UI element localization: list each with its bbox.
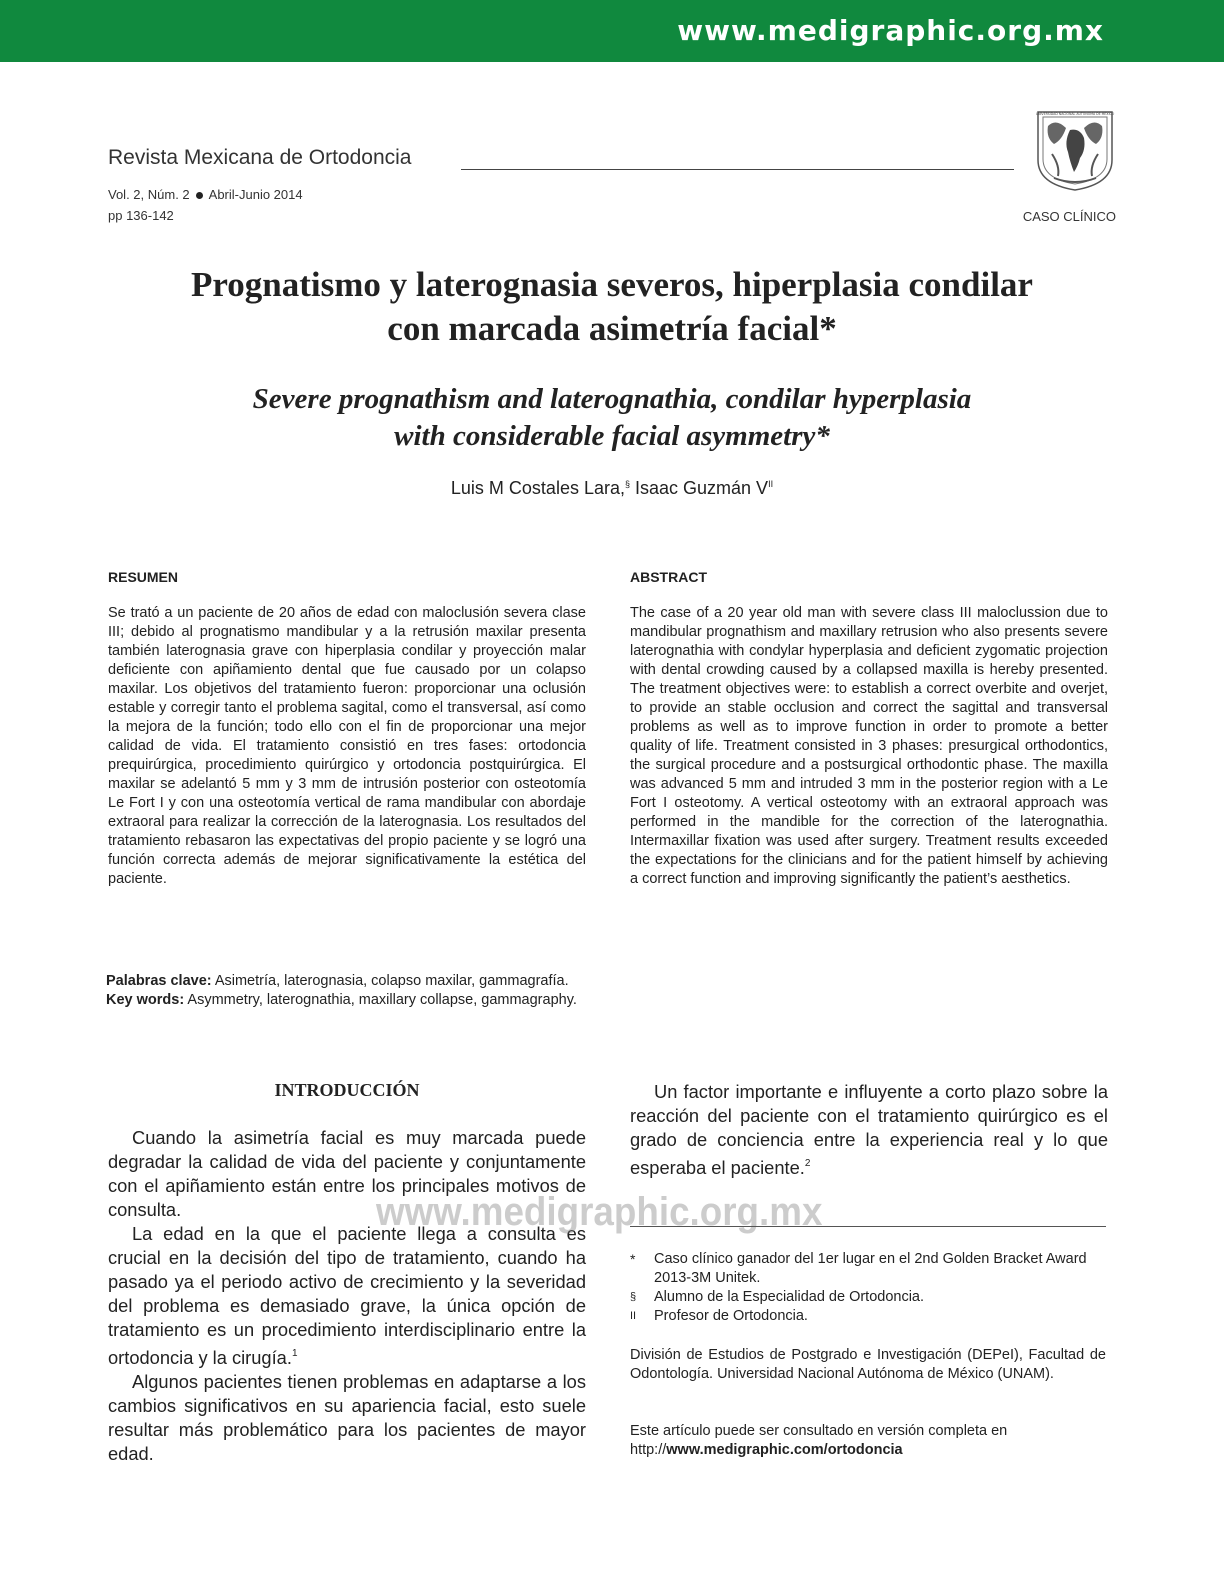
footnote-mark: § [630,1291,637,1303]
footnote-item [630,1288,1106,1307]
volume-info [108,187,303,202]
intro-paragraph-2 [108,1222,586,1370]
footnote-mark: II [630,1310,637,1322]
author-list [112,478,1112,499]
footnotes [630,1250,1106,1326]
crest-lettering: UNIVERSIDAD NACIONAL AUTÓNOMA DE MÉXICO [1035,112,1115,116]
section-type: CASO CLÍNICO [1022,209,1116,224]
resumen-text: Se trató a un paciente de 20 años de edad con maloclusión severa clase III; debido al prognatismo mandibular y a la retrusión maxilar presenta también laterognasia grave con hiperplasia condilar y proyección malar deficiente con apiñamiento dental que fue causado por un colapso maxilar. Los objetivos del tratamiento fueron: proporcionar una oclusión estable y corregir tanto el problema sagital, como el transversal, así como la mejora de la función; todo ello con el fin de proporcionar una mejor calidad de vida. El tratamiento consistió en tres fases: ortodoncia prequirúrgica, procedimiento quirúrgico y ortodoncia postquirúrgica. El maxilar se adelantó 5 mm y 3 mm de intrusión posterior con osteotomía Le Fort I y con una osteotomía vertical de rama mandibular con abordaje extraoral para realizar la corrección de la laterognasia. Los resultados del tratamiento rebasaron las expectativas del propio paciente y se logró una función correcta además de mejorar significativamente la estética del paciente. [108,605,586,887]
keywords-english-label: Key words: [106,992,185,1008]
footnote-rule [630,1226,1106,1227]
consult-url[interactable] [630,1441,1106,1460]
keywords-english-text: Asymmetry, laterognathia, maxillary collapse, gammagraphy. [184,992,577,1008]
header-rule [461,169,1014,170]
reference-2[interactable]: 2 [804,1158,811,1169]
keywords-english [106,991,577,1010]
abstract-text: The case of a 20 year old man with severe class III maloclussion due to mandibular prognathism and maxillary retrusion who also presents severe laterognathia with condylar hyperplasia and deficient zygomatic projection with dental crowding caused by a collapsed maxilla is hereby presented. The treatment objectives were: to establish a correct overbite and overjet, to provide an stable occlusion and correct the sagittal and transversal problems as well as to improve function in order to promote a better quality of life. Treatment consisted in 3 phases: presurgical orthodontics, the surgical procedure and a postsurgical orthodontic phase. The maxilla was advanced 5 mm and intruded 3 mm in the posterior region with a Le Fort I osteotomy. A vertical osteotomy with an extraoral approach was performed in the mandible for the correction of the laterognathia. Intermaxillar fixation was used after surgery. Treatment results exceeded the expectations for the clinicians and for the patient himself by achieving a correct function and improving significantly the patient’s aesthetics. [630,605,1108,887]
unam-crest-icon [1034,104,1116,192]
intro-paragraph-1: Cuando la asimetría facial es muy marcada puede degradar la calidad de vida del paciente y conjuntamente con el apiñamiento están entre los principales motivos de consulta. [108,1127,586,1220]
intro-paragraph-3: Algunos pacientes tienen problemas en adaptarse a los cambios significativos en su apariencia facial, esto suele resultar más problemático para los pacientes de mayor edad. [108,1371,586,1464]
introduction-left-column [108,1126,586,1466]
footnote-item [630,1307,1106,1326]
consult-url-prefix: http:// [630,1442,667,1458]
watermark: www.medigraphic.org.mx [376,1190,823,1234]
title-english-line1: Severe prognathism and laterognathia, condilar hyperplasia [252,383,972,415]
keywords-block [106,972,577,1010]
bullet-icon [196,192,203,199]
author-2: Isaac Guzmán V [630,478,769,498]
footnote-text: Alumno de la Especialidad de Ortodoncia. [654,1289,925,1305]
intro-paragraph-4 [630,1080,1108,1180]
title-english [112,381,1112,455]
title-english-line2: with considerable facial asymmetry* [394,420,830,452]
keywords-spanish-label: Palabras clave: [106,973,212,989]
consult-note [630,1422,1106,1460]
resumen-heading: RESUMEN [108,569,179,585]
introduction-heading: INTRODUCCIÓN [274,1080,420,1100]
title-spanish-line2: con marcada asimetría facial* [387,309,837,348]
footnote-text: Profesor de Ortodoncia. [654,1308,808,1324]
journal-name: Revista Mexicana de Ortodoncia [108,146,412,169]
abstract-heading: ABSTRACT [630,569,707,585]
title-spanish [112,263,1112,351]
intro-paragraph-4-text: Un factor importante e influyente a corto plazo sobre la reacción del paciente con el tratamiento quirúrgico es el grado de conciencia entre la experiencia real y lo que esperaba el paciente. [630,1081,1108,1178]
introduction-right-column [630,1080,1108,1180]
footnote-text: Caso clínico ganador del 1er lugar en el 2nd Golden Bracket Award 2013-3M Unitek. [654,1251,1087,1286]
consult-url-link[interactable]: www.medigraphic.com/ortodoncia [666,1442,903,1458]
author-1: Luis M Costales Lara, [450,478,625,498]
title-spanish-line1: Prognatismo y laterognasia severos, hiperplasia condilar [191,265,1033,304]
consult-line: Este artículo puede ser consultado en versión completa en [630,1423,1008,1439]
keywords-spanish [106,972,577,991]
author-1-mark: § [624,479,630,489]
affiliation: División de Estudios de Postgrado e Investigación (DEPeI), Facultad de Odontología. Universidad Nacional Autónoma de México (UNAM). [630,1347,1106,1382]
page-range: pp 136-142 [108,208,174,223]
keywords-spanish-text: Asimetría, laterognasia, colapso maxilar, gammagrafía. [211,973,569,989]
author-2-mark: II [768,479,774,489]
top-banner [0,0,1224,62]
footnote-item [630,1250,1106,1288]
volume-number: Vol. 2, Núm. 2 [108,187,190,202]
issue-date: Abril-Junio 2014 [208,187,303,202]
footnote-mark: * [630,1251,636,1267]
intro-paragraph-2-text: La edad en la que el paciente llega a consulta es crucial en la decisión del tipo de tratamiento, cuando ha pasado ya el periodo activo de crecimiento y la severidad del problema es demasiado grave, la única opción de tratamiento es un procedimiento interdisciplinario entre la ortodoncia y la cirugía. [108,1223,586,1368]
site-url-link[interactable]: www.medigraphic.org.mx [677,14,1104,47]
reference-1[interactable]: 1 [291,1348,298,1359]
